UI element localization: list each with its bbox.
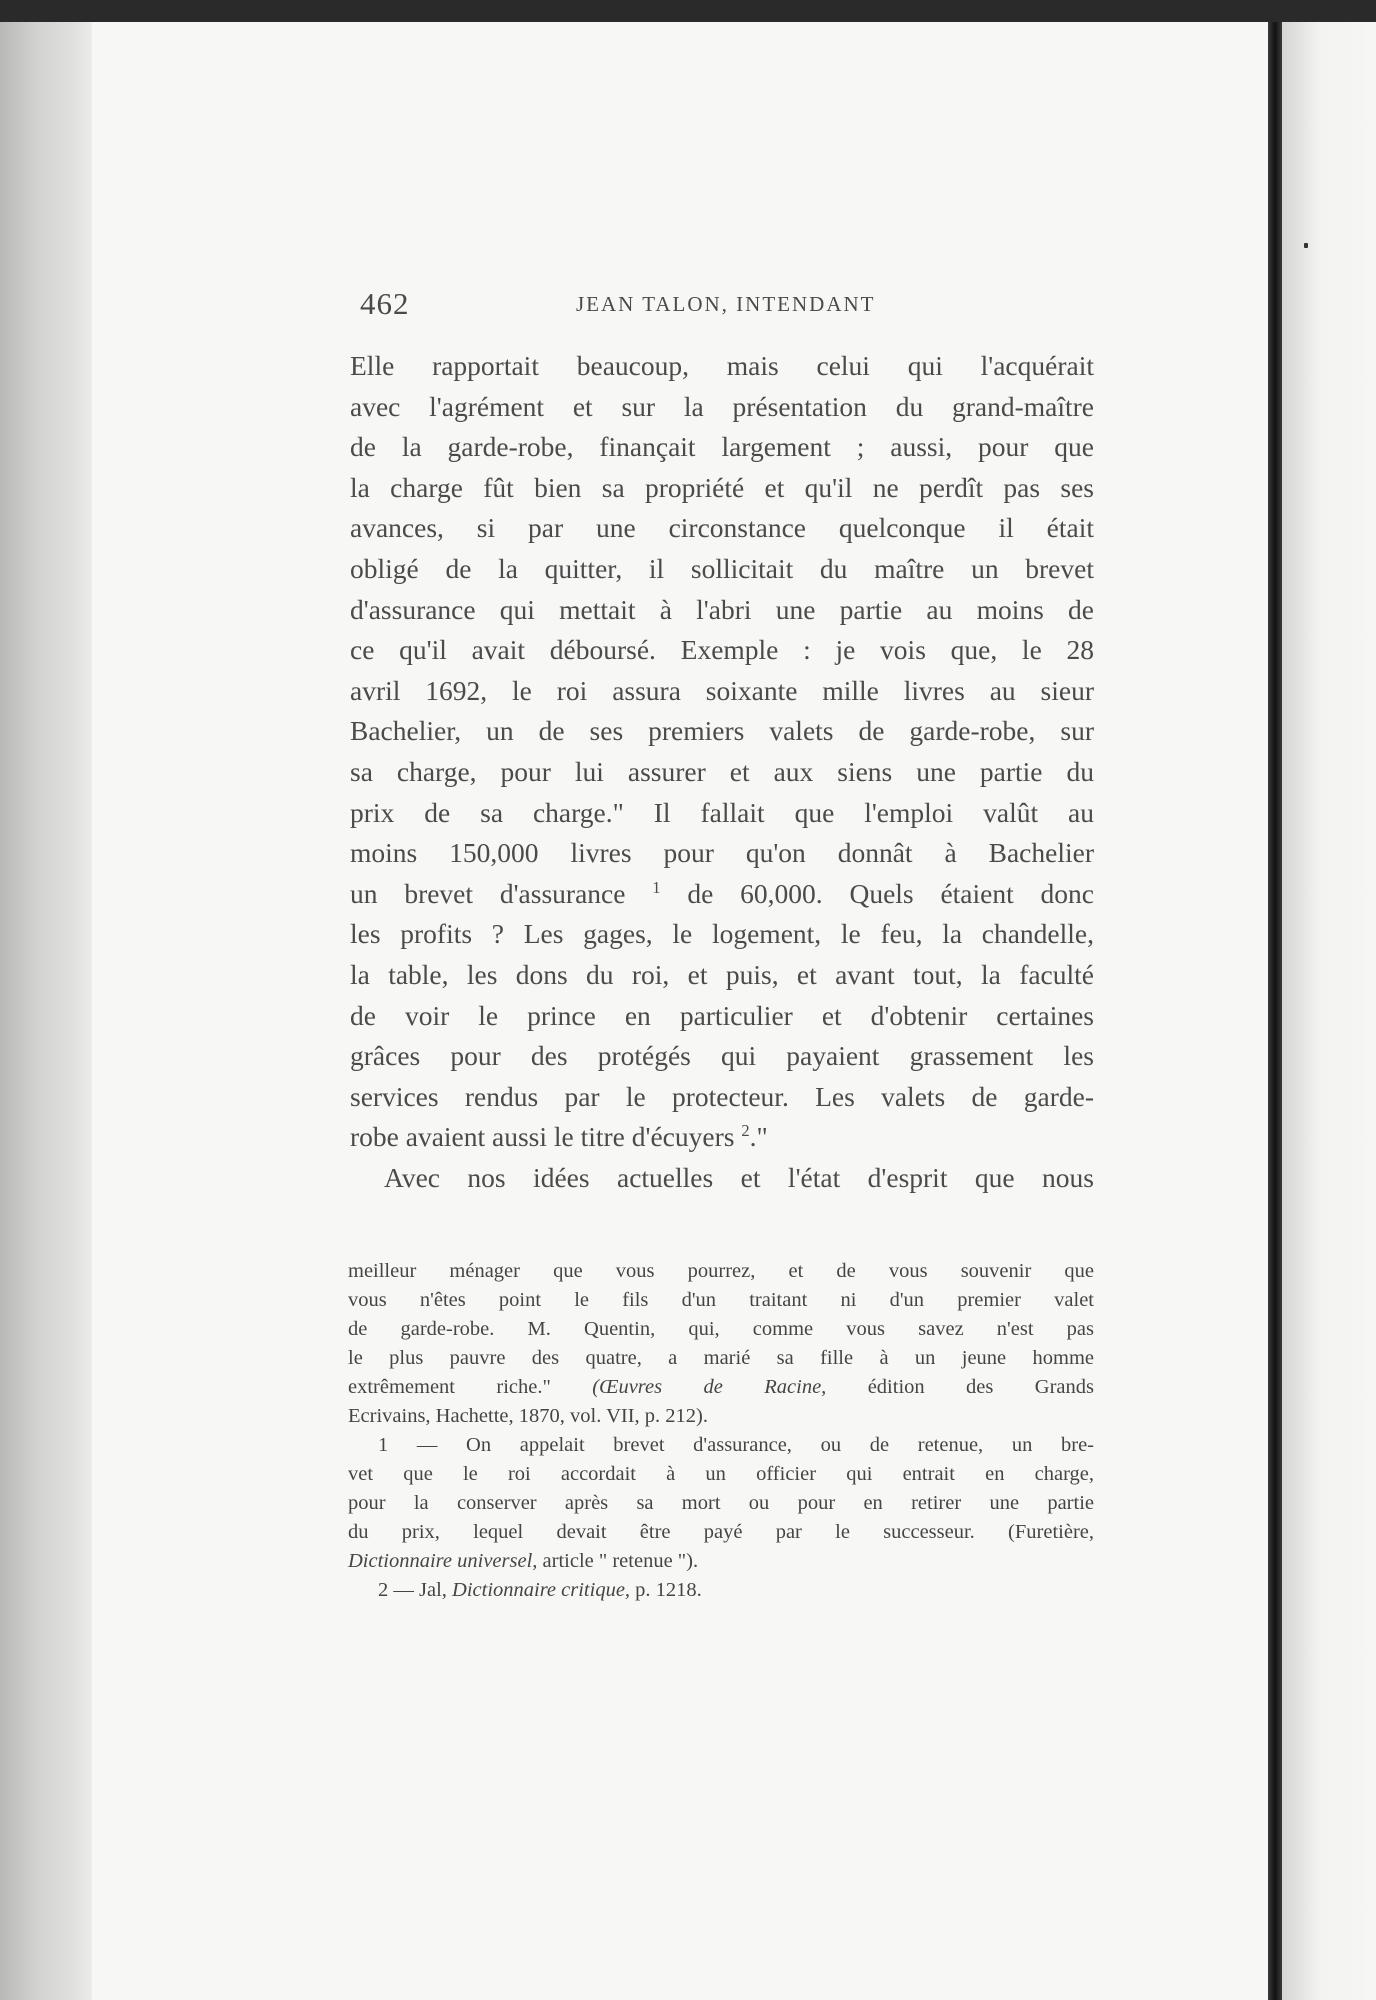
body-line: Avec nos idées actuelles et l'état d'esprit que nous xyxy=(384,1161,1094,1193)
body-text-run: de 60,000. Quels étaient donc xyxy=(687,877,1095,909)
running-head xyxy=(360,286,1100,322)
footnote-text-run: extrêmement riche." xyxy=(348,1376,551,1398)
footnote-citation-title: Dictionnaire critique, xyxy=(452,1579,631,1601)
body-line: ce qu'il avait déboursé. Exemple : je vois que, le 28 xyxy=(350,634,1094,666)
body-line: services rendus par le protecteur. Les valets de garde- xyxy=(350,1080,1094,1112)
body-line xyxy=(350,1117,1094,1158)
footnote-text-run: édition des Grands xyxy=(867,1376,1094,1398)
left-page-edge xyxy=(0,0,92,2000)
page-number: 462 xyxy=(360,286,410,321)
body-line: moins 150,000 livres pour qu'on donnât à Bachelier xyxy=(350,837,1094,869)
footnote-ref-1: 1 xyxy=(652,877,661,897)
body-line: de voir le prince en particulier et d'obtenir certaines xyxy=(350,999,1094,1031)
body-line: la charge fût bien sa propriété et qu'il ne perdît pas ses xyxy=(350,471,1094,503)
footnote-line: meilleur ménager que vous pourrez, et de vous souvenir que xyxy=(348,1260,1094,1282)
footnote-1-line: pour la conserver après sa mort ou pour en retirer une partie xyxy=(348,1492,1094,1514)
body-text-run: un brevet d'assurance xyxy=(350,877,626,909)
facing-page-edge xyxy=(1282,22,1376,2000)
body-line: Elle rapportait beaucoup, mais celui qui l'acquérait xyxy=(350,350,1094,381)
body-line: avec l'agrément et sur la présentation du grand-maître xyxy=(350,390,1094,422)
footnotes xyxy=(348,1257,1094,1605)
footnote-citation-title: (Œuvres de Racine, xyxy=(592,1376,827,1398)
scanner-top-border xyxy=(0,0,1376,22)
body-line xyxy=(350,874,1094,915)
body-text-run: ." xyxy=(749,1121,768,1153)
body-line: de la garde-robe, finançait largement ; aussi, pour que xyxy=(350,431,1094,463)
body-line: les profits ? Les gages, le logement, le feu, la chandelle, xyxy=(350,918,1094,950)
body-line: Bachelier, un de ses premiers valets de garde-robe, sur xyxy=(350,715,1094,747)
footnote-text-run: 2 — Jal, xyxy=(378,1579,447,1601)
body-text xyxy=(350,346,1094,1198)
book-gutter xyxy=(1268,22,1282,2000)
body-text-run: robe avaient aussi le titre d'écuyers xyxy=(350,1121,735,1153)
body-line: grâces pour des protégés qui payaient grassement les xyxy=(350,1040,1094,1072)
footnote-ref-2: 2 xyxy=(741,1121,750,1141)
footnote-line: Ecrivains, Hachette, 1870, vol. VII, p. 212). xyxy=(348,1405,708,1427)
body-line: obligé de la quitter, il sollicitait du maître un brevet xyxy=(350,552,1094,584)
footnote-text-run: article " retenue "). xyxy=(542,1550,699,1572)
footnote-line: vous n'êtes point le fils d'un traitant ni d'un premier valet xyxy=(348,1289,1094,1311)
body-line: la table, les dons du roi, et puis, et avant tout, la faculté xyxy=(350,958,1094,990)
body-line: avances, si par une circonstance quelconque il était xyxy=(350,512,1094,544)
footnote-1-line: du prix, lequel devait être payé par le successeur. (Furetière, xyxy=(348,1521,1094,1543)
facing-page-mark xyxy=(1304,243,1308,248)
body-line: sa charge, pour lui assurer et aux siens une partie du xyxy=(350,755,1094,787)
footnote-line: le plus pauvre des quatre, a marié sa fille à un jeune homme xyxy=(348,1347,1094,1369)
footnote-1-line: vet que le roi accordait à un officier qui entrait en charge, xyxy=(348,1463,1094,1485)
footnote-1-line xyxy=(348,1547,1094,1576)
footnote-text-run: p. 1218. xyxy=(635,1579,702,1601)
body-line: d'assurance qui mettait à l'abri une partie au moins de xyxy=(350,593,1094,625)
footnote-line xyxy=(348,1373,1094,1402)
body-line: prix de sa charge." Il fallait que l'emploi valût au xyxy=(350,796,1094,828)
footnote-citation-title: Dictionnaire universel, xyxy=(348,1550,538,1572)
footnote-1-line: 1 — On appelait brevet d'assurance, ou de retenue, un bre- xyxy=(378,1434,1094,1456)
footnote-2-line xyxy=(348,1576,1094,1605)
footnote-line: de garde-robe. M. Quentin, qui, comme vous savez n'est pas xyxy=(348,1318,1094,1340)
body-line: avril 1692, le roi assura soixante mille livres au sieur xyxy=(350,674,1094,706)
running-title: JEAN TALON, INTENDANT xyxy=(576,292,876,316)
